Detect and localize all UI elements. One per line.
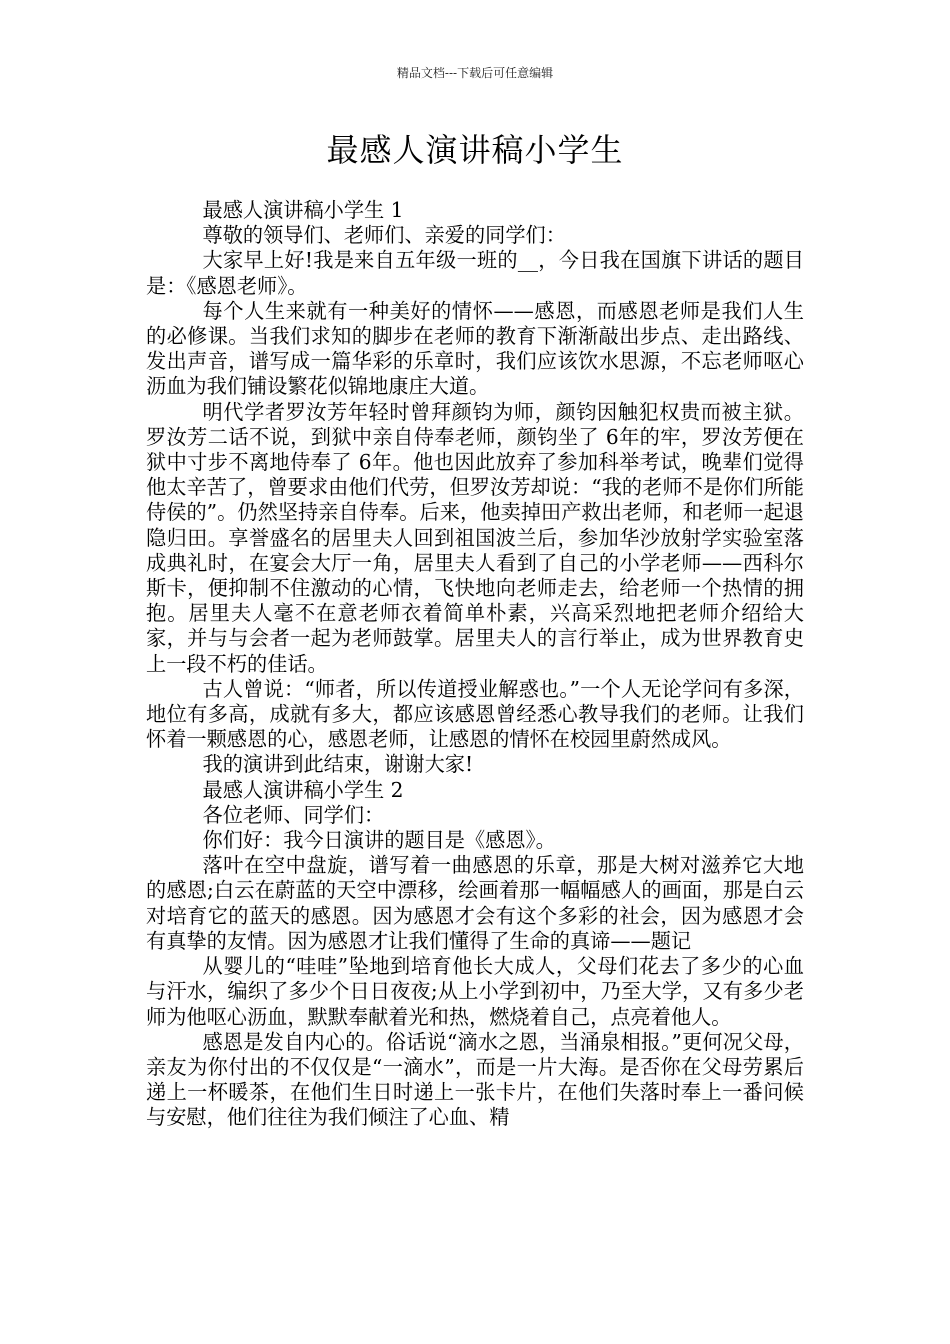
paragraph: 明代学者罗汝芳年轻时曾拜颜钧为师，颜钧因触犯权贵而被主狱。罗汝芳二话不说，到狱中亲自侍奉老师，颜钧坐了 6年的牢，罗汝芳便在狱中寸步不离地侍奉了 6年。他也因此放弃了参加科举考试，晚辈们觉得他太辛苦了，曾要求由他们代劳，但罗汝芳却说：“我的老师不是你们所能侍侯的”。仍然坚持亲自侍奉。后来，他卖掉田产救出老师，和老师一起退隐归田。享誉盛名的居里夫人回到祖国波兰后，参加华沙放射学实验室落成典礼时，在宴会大厅一角，居里夫人看到了自己的小学老师——西科尔斯卡，便抑制不住激动的心情，飞快地向老师走去，给老师一个热情的拥抱。居里夫人毫不在意老师衣着简单朴素，兴高采烈地把老师介绍给大家，并与与会者一起为老师鼓掌。居里夫人的言行举止，成为世界教育史上一段不朽的佳话。	[146, 399, 804, 676]
header-note: 精品文档---下载后可任意编辑	[396, 66, 554, 80]
paragraph: 感恩是发自内心的。俗话说“滴水之恩，当涌泉相报。”更何况父母，亲友为你付出的不仅仅是“一滴水”，而是一片大海。是否你在父母劳累后递上一杯暖茶，在他们生日时递上一张卡片，在他们失落时奉上一番问候与安慰，他们往往为我们倾注了心血、精	[146, 1029, 804, 1130]
paragraph: 各位老师、同学们：	[202, 802, 385, 827]
paragraph: 落叶在空中盘旋，谱写着一曲感恩的乐章，那是大树对滋养它大地的感恩;白云在蔚蓝的天空中漂移，绘画着那一幅幅感人的画面，那是白云对培育它的蓝天的感恩。因为感恩才会有这个多彩的社会，因为感恩才会有真挚的友情。因为感恩才让我们懂得了生命的真谛——题记	[146, 853, 804, 953]
paragraph: 古人曾说：“师者，所以传道授业解惑也。”一个人无论学问有多深，地位有多高，成就有多大，都应该感恩曾经悉心教导我们的老师。让我们怀着一颗感恩的心，感恩老师，让感恩的情怀在校园里蔚然成风。	[146, 676, 804, 752]
paragraph: 从婴儿的“哇哇”坠地到培育他长大成人，父母们花去了多少的心血与汗水，编织了多少个日日夜夜;从上小学到初中，乃至大学，又有多少老师为他呕心沥血，默默奉献着光和热，燃烧着自己，点亮着他人。	[146, 954, 804, 1029]
paragraph: 每个人生来就有一种美好的情怀——感恩，而感恩老师是我们人生的必修课。当我们求知的脚步在老师的教育下渐渐敲出步点、走出路线、发出声音，谱写成一篇华彩的乐章时，我们应该饮水思源，不忘老师呕心沥血为我们铺设繁花似锦地康庄大道。	[146, 298, 804, 399]
paragraph: 你们好：我今日演讲的题目是《感恩》。	[202, 828, 556, 853]
paragraph: 我的演讲到此结束，谢谢大家!	[202, 752, 474, 777]
paragraph: 最感人演讲稿小学生 2	[202, 777, 404, 802]
document-body	[146, 198, 804, 1131]
paragraph: 最感人演讲稿小学生 1	[202, 198, 404, 222]
document-title: 最感人演讲稿小学生	[326, 131, 624, 169]
paragraph: 大家早上好!我是来自五年级一班的__，今日我在国旗下讲话的题目是：《感恩老师》。	[146, 248, 804, 298]
paragraph: 尊敬的领导们、老师们、亲爱的同学们：	[202, 223, 566, 248]
